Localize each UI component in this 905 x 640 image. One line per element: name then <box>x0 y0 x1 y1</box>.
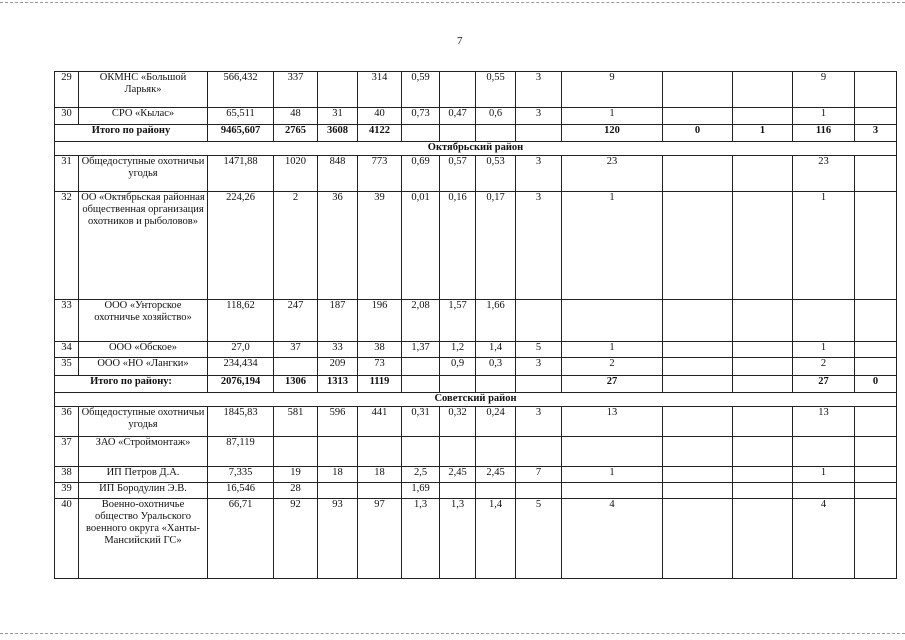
table-cell: 3 <box>516 358 562 376</box>
table-cell <box>855 192 897 300</box>
table-cell <box>318 483 358 499</box>
organization-name: Военно-охотничье общество Уральского военного округа «Ханты-Мансийский ГС» <box>79 499 208 579</box>
table-cell <box>358 483 402 499</box>
total-cell: 116 <box>793 125 855 142</box>
table-cell <box>855 499 897 579</box>
table-cell: 1 <box>793 108 855 125</box>
table-cell: 2,45 <box>476 467 516 483</box>
table-cell: 40 <box>358 108 402 125</box>
table-cell <box>855 108 897 125</box>
table-cell: 65,511 <box>208 108 274 125</box>
organization-name: ООО «Обское» <box>79 342 208 358</box>
total-row <box>55 125 897 142</box>
total-cell: 3608 <box>318 125 358 142</box>
total-cell <box>476 125 516 142</box>
table-cell: 36 <box>318 192 358 300</box>
table-cell: 33 <box>318 342 358 358</box>
table-cell: 0,24 <box>476 407 516 437</box>
total-cell <box>663 376 733 393</box>
table-cell: 4 <box>793 499 855 579</box>
total-cell <box>402 376 440 393</box>
organization-name: ИП Петров Д.А. <box>79 467 208 483</box>
table-cell: 66,71 <box>208 499 274 579</box>
row-number: 39 <box>55 483 79 499</box>
table-cell: 1 <box>562 108 663 125</box>
table-cell: 92 <box>274 499 318 579</box>
row-number: 40 <box>55 499 79 579</box>
total-cell: 9465,607 <box>208 125 274 142</box>
page-number: 7 <box>457 35 463 47</box>
table-cell: 87,119 <box>208 437 274 467</box>
total-cell <box>440 125 476 142</box>
table-cell: 187 <box>318 300 358 342</box>
organization-name: ЗАО «Строймонтаж» <box>79 437 208 467</box>
table-cell: 2,5 <box>402 467 440 483</box>
table-cell: 18 <box>358 467 402 483</box>
table-cell: 27,0 <box>208 342 274 358</box>
table-cell: 0,3 <box>476 358 516 376</box>
table-cell: 1,57 <box>440 300 476 342</box>
table-cell: 97 <box>358 499 402 579</box>
total-cell: 3 <box>855 125 897 142</box>
table-cell <box>793 300 855 342</box>
total-cell: 1 <box>733 125 793 142</box>
table-cell: 31 <box>318 108 358 125</box>
table-cell: 5 <box>516 499 562 579</box>
table-cell: 224,26 <box>208 192 274 300</box>
total-cell <box>516 376 562 393</box>
organization-name: ОКМНС «Большой Ларьяк» <box>79 72 208 108</box>
table-cell: 234,434 <box>208 358 274 376</box>
table-cell <box>855 300 897 342</box>
row-number: 35 <box>55 358 79 376</box>
table-cell: 0,57 <box>440 156 476 192</box>
table-cell <box>663 358 733 376</box>
table-cell <box>663 499 733 579</box>
table-body <box>55 72 897 579</box>
table-cell <box>733 358 793 376</box>
table-cell <box>562 437 663 467</box>
table-cell: 337 <box>274 72 318 108</box>
total-cell: 0 <box>663 125 733 142</box>
table-cell: 5 <box>516 342 562 358</box>
table-cell: 2,45 <box>440 467 476 483</box>
table-cell <box>274 437 318 467</box>
table-cell: 3 <box>516 156 562 192</box>
total-cell <box>516 125 562 142</box>
table-row <box>55 108 897 125</box>
table-cell: 441 <box>358 407 402 437</box>
table-cell: 1,2 <box>440 342 476 358</box>
table-cell <box>318 72 358 108</box>
total-cell: 0 <box>855 376 897 393</box>
table-cell <box>733 467 793 483</box>
table-cell <box>855 437 897 467</box>
table-cell <box>733 108 793 125</box>
table-cell <box>516 300 562 342</box>
organization-name: Общедоступные охотничьи угодья <box>79 407 208 437</box>
table-cell <box>855 483 897 499</box>
table-cell: 19 <box>274 467 318 483</box>
row-number: 29 <box>55 72 79 108</box>
page-top-edge <box>0 2 905 3</box>
table-cell: 1 <box>562 342 663 358</box>
table-cell: 2 <box>562 358 663 376</box>
total-cell <box>440 376 476 393</box>
table-cell: 1,69 <box>402 483 440 499</box>
page-bottom-edge <box>0 633 905 634</box>
table-cell: 13 <box>562 407 663 437</box>
table-cell: 3 <box>516 72 562 108</box>
table-cell <box>440 72 476 108</box>
data-table <box>54 71 897 579</box>
table-cell <box>733 72 793 108</box>
table-cell: 9 <box>793 72 855 108</box>
district-name: Октябрьский район <box>55 142 897 156</box>
table-cell: 9 <box>562 72 663 108</box>
table-cell: 73 <box>358 358 402 376</box>
table-cell: 1,3 <box>402 499 440 579</box>
table-cell: 0,17 <box>476 192 516 300</box>
table-cell: 0,69 <box>402 156 440 192</box>
table-cell: 0,01 <box>402 192 440 300</box>
table-cell <box>733 499 793 579</box>
total-cell: 1119 <box>358 376 402 393</box>
table-cell: 3 <box>516 407 562 437</box>
total-cell: 120 <box>562 125 663 142</box>
table-cell: 0,55 <box>476 72 516 108</box>
table-cell <box>663 72 733 108</box>
table-cell <box>733 407 793 437</box>
table-cell <box>663 108 733 125</box>
table-row <box>55 72 897 108</box>
total-cell: 2765 <box>274 125 318 142</box>
table-cell: 13 <box>793 407 855 437</box>
table-cell: 3 <box>516 192 562 300</box>
total-cell: 4122 <box>358 125 402 142</box>
table-cell <box>663 467 733 483</box>
table-cell: 581 <box>274 407 318 437</box>
district-name: Советский район <box>55 393 897 407</box>
table-cell: 0,73 <box>402 108 440 125</box>
table-cell: 1,4 <box>476 499 516 579</box>
table-cell <box>733 342 793 358</box>
table-cell: 93 <box>318 499 358 579</box>
table-cell: 0,59 <box>402 72 440 108</box>
table-row <box>55 407 897 437</box>
table-cell: 28 <box>274 483 318 499</box>
table-cell <box>663 300 733 342</box>
total-cell: 1306 <box>274 376 318 393</box>
table-cell <box>663 407 733 437</box>
table-row <box>55 499 897 579</box>
table-cell: 247 <box>274 300 318 342</box>
table-cell <box>855 467 897 483</box>
organization-name: ИП Бородулин Э.В. <box>79 483 208 499</box>
table-cell: 39 <box>358 192 402 300</box>
table-cell: 1,66 <box>476 300 516 342</box>
table-row <box>55 467 897 483</box>
table-cell <box>793 437 855 467</box>
table-cell: 18 <box>318 467 358 483</box>
total-cell <box>476 376 516 393</box>
table-cell <box>663 483 733 499</box>
table-cell <box>733 300 793 342</box>
row-number: 38 <box>55 467 79 483</box>
table-cell <box>793 483 855 499</box>
table-cell <box>516 483 562 499</box>
table-cell: 0,47 <box>440 108 476 125</box>
table-cell: 118,62 <box>208 300 274 342</box>
table-cell <box>663 437 733 467</box>
table-cell: 1,3 <box>440 499 476 579</box>
table-cell <box>663 192 733 300</box>
table-cell <box>476 437 516 467</box>
row-number: 33 <box>55 300 79 342</box>
table-cell <box>733 437 793 467</box>
table-cell: 848 <box>318 156 358 192</box>
table-cell <box>440 437 476 467</box>
table-cell: 1,4 <box>476 342 516 358</box>
table-cell: 23 <box>562 156 663 192</box>
table-cell <box>855 72 897 108</box>
table-cell: 2,08 <box>402 300 440 342</box>
table-cell: 0,16 <box>440 192 476 300</box>
table-cell <box>733 483 793 499</box>
table-row <box>55 483 897 499</box>
row-number: 34 <box>55 342 79 358</box>
table-cell <box>402 437 440 467</box>
organization-name: СРО «Кылас» <box>79 108 208 125</box>
table-cell <box>855 358 897 376</box>
table-cell <box>440 483 476 499</box>
table-cell: 23 <box>793 156 855 192</box>
table-cell: 1 <box>793 192 855 300</box>
table-cell <box>663 156 733 192</box>
table-row <box>55 192 897 300</box>
table-cell: 566,432 <box>208 72 274 108</box>
total-cell: 27 <box>562 376 663 393</box>
total-cell: 27 <box>793 376 855 393</box>
table-cell: 0,53 <box>476 156 516 192</box>
table-cell: 773 <box>358 156 402 192</box>
table-cell: 37 <box>274 342 318 358</box>
table-cell: 0,9 <box>440 358 476 376</box>
table-cell: 16,546 <box>208 483 274 499</box>
table-cell <box>733 156 793 192</box>
table-cell <box>476 483 516 499</box>
organization-name: ООО «НО «Лангки» <box>79 358 208 376</box>
district-header-row <box>55 142 897 156</box>
row-number: 31 <box>55 156 79 192</box>
table-cell: 196 <box>358 300 402 342</box>
table-cell: 1845,83 <box>208 407 274 437</box>
table-cell <box>855 156 897 192</box>
table-cell <box>562 300 663 342</box>
row-number: 37 <box>55 437 79 467</box>
table-cell <box>516 437 562 467</box>
table-cell: 7 <box>516 467 562 483</box>
table-cell: 1471,88 <box>208 156 274 192</box>
total-cell <box>733 376 793 393</box>
table-cell: 596 <box>318 407 358 437</box>
table-cell <box>318 437 358 467</box>
table-cell <box>358 437 402 467</box>
table-cell: 1 <box>562 467 663 483</box>
table-cell <box>274 358 318 376</box>
district-header-row <box>55 393 897 407</box>
table-row <box>55 300 897 342</box>
table-cell: 7,335 <box>208 467 274 483</box>
row-number: 30 <box>55 108 79 125</box>
table-row <box>55 437 897 467</box>
total-label: Итого по району: <box>55 376 208 393</box>
total-row <box>55 376 897 393</box>
table-cell <box>663 342 733 358</box>
table-cell <box>855 407 897 437</box>
organization-name: Общедоступные охотничьи угодья <box>79 156 208 192</box>
table-cell <box>855 342 897 358</box>
table-cell: 0,32 <box>440 407 476 437</box>
table-cell: 2 <box>793 358 855 376</box>
total-cell: 1313 <box>318 376 358 393</box>
row-number: 36 <box>55 407 79 437</box>
organization-name: ООО «Унторское охотничье хозяйство» <box>79 300 208 342</box>
table-cell: 0,6 <box>476 108 516 125</box>
total-cell <box>402 125 440 142</box>
table-row <box>55 156 897 192</box>
table-cell: 209 <box>318 358 358 376</box>
table-cell <box>562 483 663 499</box>
table-cell: 0,31 <box>402 407 440 437</box>
table-cell: 1 <box>793 467 855 483</box>
table-cell: 1020 <box>274 156 318 192</box>
table-cell: 38 <box>358 342 402 358</box>
table-cell: 1 <box>793 342 855 358</box>
total-cell: 2076,194 <box>208 376 274 393</box>
table-cell <box>402 358 440 376</box>
table-cell <box>733 192 793 300</box>
table-row <box>55 358 897 376</box>
table-row <box>55 342 897 358</box>
table-cell: 1,37 <box>402 342 440 358</box>
table-cell: 4 <box>562 499 663 579</box>
table-cell: 314 <box>358 72 402 108</box>
table-cell: 1 <box>562 192 663 300</box>
table-cell: 2 <box>274 192 318 300</box>
total-label: Итого по району <box>55 125 208 142</box>
table-cell: 3 <box>516 108 562 125</box>
table-cell: 48 <box>274 108 318 125</box>
organization-name: ОО «Октябрьская районная общественная организация охотников и рыболовов» <box>79 192 208 300</box>
row-number: 32 <box>55 192 79 300</box>
